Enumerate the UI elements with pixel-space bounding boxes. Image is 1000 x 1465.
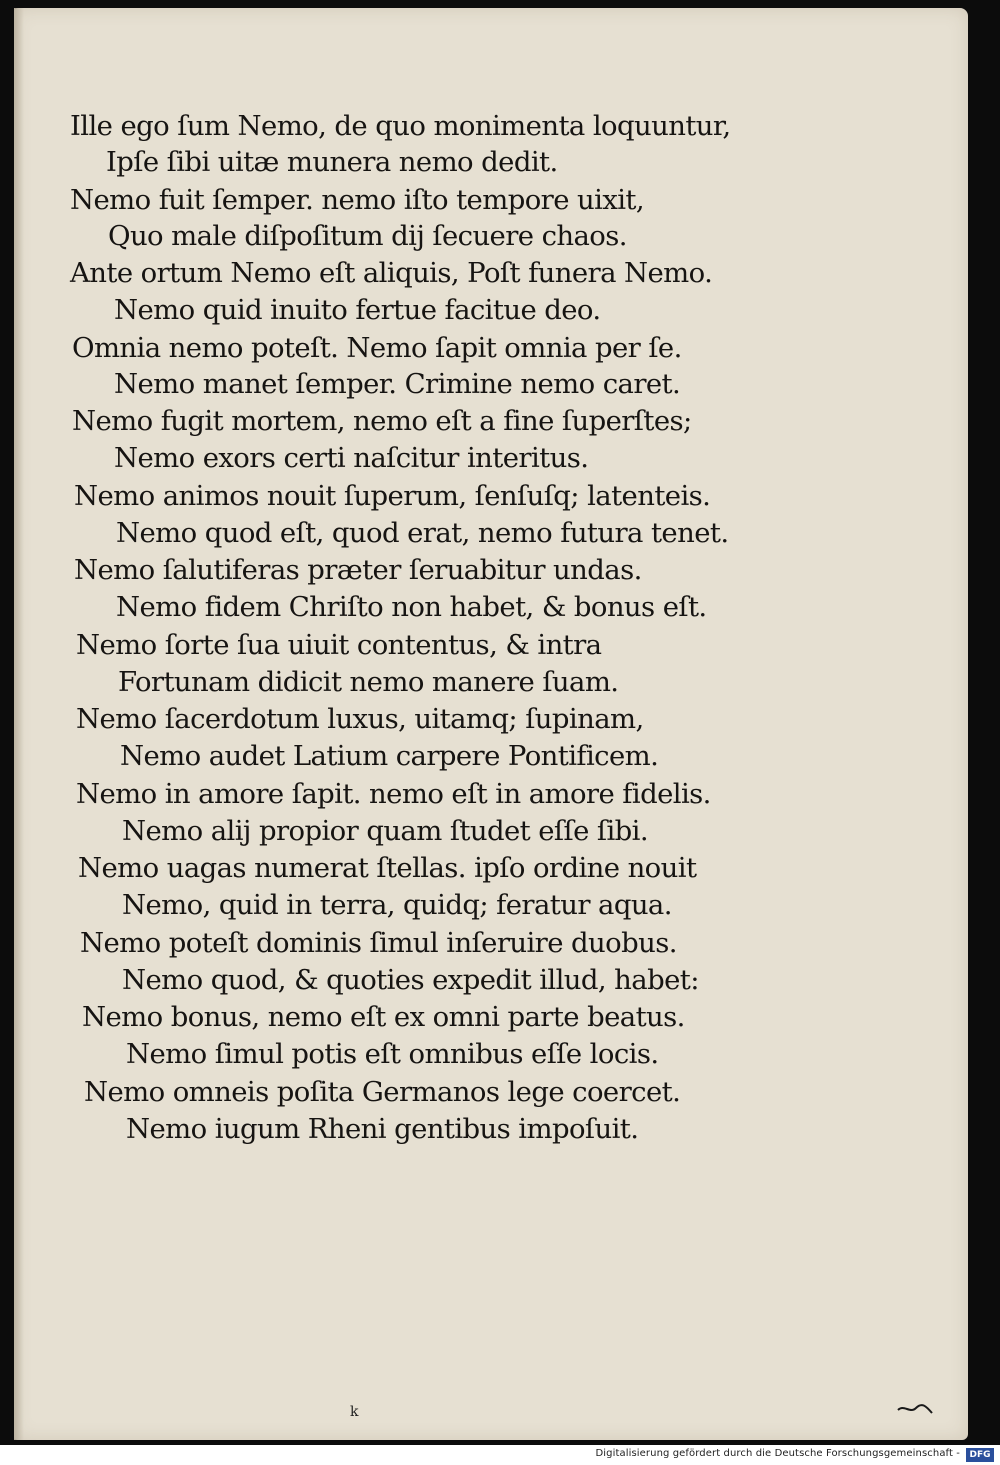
verse-line: Nemo poteſt dominis ſimul inſeruire duobus. — [80, 927, 677, 959]
verse-line: Nemo bonus, nemo eſt ex omni parte beatus. — [82, 1001, 685, 1033]
verse-line: Nemo animos nouit ſuperum, ſenſuſq; latenteis. — [74, 480, 711, 512]
verse-line: Nemo fugit mortem, nemo eſt a fine ſuperſtes; — [72, 405, 692, 437]
verse-line: Nemo manet ſemper. Crimine nemo caret. — [114, 368, 681, 400]
verse-line: Nemo in amore ſapit. nemo eſt in amore fidelis. — [76, 778, 711, 810]
ink-flourish — [896, 1402, 934, 1416]
verse-line: Nemo ſorte ſua uiuit contentus, & intra — [76, 629, 602, 661]
verse-line: Ante ortum Nemo eſt aliquis, Poſt funera Nemo. — [70, 257, 713, 289]
verse-line: Nemo alij propior quam ſtudet eſſe ſibi. — [122, 815, 649, 847]
verse-line: Ille ego ſum Nemo, de quo monimenta loquuntur, — [70, 110, 731, 142]
verse-line: Quo male diſpoſitum dij ſecuere chaos. — [108, 220, 627, 252]
footer-bar — [0, 1445, 1000, 1465]
verse-line: Omnia nemo poteſt. Nemo ſapit omnia per ſe. — [72, 332, 682, 364]
verse-line: Ipſe ſibi uitæ munera nemo dedit. — [106, 146, 558, 178]
verse-line: Nemo omneis poſita Germanos lege coercet. — [84, 1076, 681, 1108]
verse-line: Nemo exors certi naſcitur interitus. — [114, 442, 589, 474]
verse-line: Nemo ſalutiferas præter ſeruabitur undas. — [74, 554, 642, 586]
dfg-logo: DFG — [966, 1448, 994, 1462]
verse-line: Nemo ſimul potis eſt omnibus eſſe locis. — [126, 1038, 659, 1070]
verse-line: Nemo fuit ſemper. nemo iſto tempore uixit, — [70, 184, 645, 216]
verse-line: Nemo, quid in terra, quidq; feratur aqua. — [122, 889, 672, 921]
verse-line: Nemo quod, & quoties expedit illud, habet: — [122, 964, 699, 996]
signature-mark: k — [350, 1404, 359, 1420]
funding-credit: Digitalisierung gefördert durch die Deutsche Forschungsgemeinschaft - — [595, 1448, 960, 1459]
verse-line: Nemo quid inuito fertue facitue deo. — [114, 294, 601, 326]
verse-line: Nemo fidem Chriſto non habet, & bonus eſt. — [116, 591, 707, 623]
verse-line: Nemo ſacerdotum luxus, uitamq; ſupinam, — [76, 703, 644, 735]
verse-line: Nemo uagas numerat ſtellas. ipſo ordine nouit — [78, 852, 697, 884]
verse-line: Nemo quod eſt, quod erat, nemo futura tenet. — [116, 517, 729, 549]
verse-line: Nemo iugum Rheni gentibus impoſuit. — [126, 1113, 639, 1145]
verse-line: Fortunam didicit nemo manere ſuam. — [118, 666, 619, 698]
verse-line: Nemo audet Latium carpere Pontificem. — [120, 740, 659, 772]
